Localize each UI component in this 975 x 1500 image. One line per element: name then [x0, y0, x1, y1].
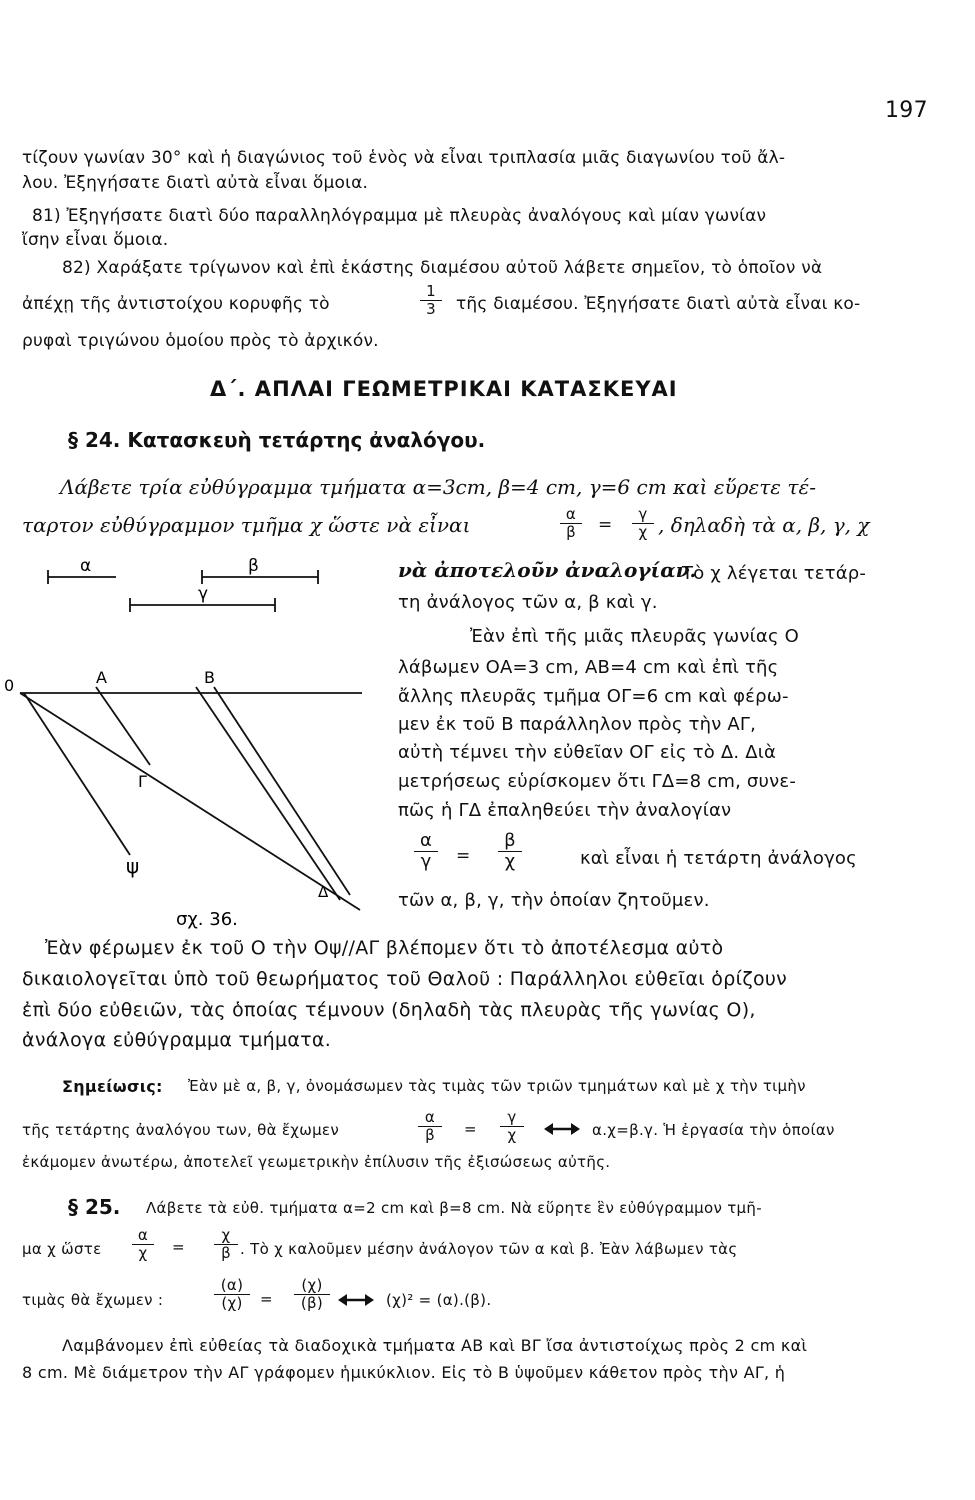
equals-sign: =: [172, 1238, 185, 1256]
text-line: μεν ἐκ τοῦ Β παράλληλον πρὸς τὴν ΑΓ,: [398, 714, 757, 735]
line-A-G: [96, 687, 150, 765]
fraction-denominator: χ: [138, 1243, 148, 1262]
note-line: ἐκάμομεν ἀνωτέρω, ἀποτελεῖ γεωμετρικὴν ἐπίλυσιν τῆς ἐξισώσεως αὐτῆς.: [22, 1153, 611, 1171]
note-line: Ἐὰν μὲ α, β, γ, ὀνομάσωμεν τὰς τιμὰς τῶν τριῶν τμημάτων καὶ μὲ χ τὴν τιμὴν: [188, 1077, 806, 1095]
fraction-numerator: α: [418, 1110, 442, 1127]
point-Delta: Δ: [318, 883, 329, 901]
exercise-81-line: 81) Ἐξηγήσατε διατὶ δύο παραλληλόγραμμα μὲ πλευρὰς ἀναλόγους καὶ μίαν γωνίαν: [32, 206, 767, 226]
text-line: αὐτὴ τέμνει τὴν εὐθεῖαν ΟΓ εἰς τὸ Δ. Διὰ: [398, 742, 777, 763]
exercise-82-line: τῆς διαμέσου. Ἐξηγήσατε διατὶ αὐτὰ εἶναι κο-: [456, 294, 861, 314]
section-24-title: § 24. Κατασκευὴ τετάρτης ἀναλόγου.: [68, 428, 486, 452]
text-line: Ἐὰν ἐπὶ τῆς μιᾶς πλευρᾶς γωνίας Ο: [470, 626, 800, 647]
point-Gamma: Γ: [138, 772, 147, 791]
fraction-alpha-beta: [418, 1110, 442, 1143]
fraction-x-b: [294, 1278, 330, 1311]
ray-O-psi: [24, 693, 130, 855]
text-line: λου. Ἐξηγήσατε διατὶ αὐτὰ εἶναι ὅμοια.: [22, 173, 369, 193]
line-B-D: [196, 687, 340, 900]
equals-sign: =: [260, 1290, 273, 1308]
fraction-numerator: α: [414, 832, 438, 852]
italic-line: Λάβετε τρία εὐθύγραμμα τμήματα α=3cm, β=4 cm, γ=6 cm καὶ εὕρετε τέ-: [60, 475, 816, 499]
label-beta: β: [248, 556, 259, 576]
fraction-numerator: χ: [214, 1228, 238, 1245]
section-25-number: § 25.: [68, 1195, 121, 1219]
fraction-denominator: (χ): [221, 1293, 243, 1312]
text-line: πῶς ἡ ΓΔ ἐπαληθεύει τὴν ἀναλογίαν: [398, 800, 732, 821]
exercise-81-line: ἴσην εἶναι ὅμοια.: [22, 230, 169, 250]
fraction-one-third: [420, 284, 442, 317]
italic-line: νὰ ἀποτελοῦν ἀναλογίαν.: [398, 558, 697, 582]
text-line: ἀνάλογα εὐθύγραμμα τμήματα.: [22, 1029, 332, 1051]
fraction-denominator: (β): [300, 1293, 324, 1312]
fraction-numerator: β: [498, 832, 522, 852]
fraction-numerator: γ: [632, 507, 654, 524]
double-arrow-icon: [338, 1293, 374, 1307]
point-psi: ψ: [126, 854, 140, 878]
fraction-numerator: α: [560, 507, 582, 524]
text-line: τίζουν γωνίαν 30° καὶ ἡ διαγώνιος τοῦ ἑνὸς νὰ εἶναι τριπλασία μιᾶς διαγωνίου τοῦ ἄλ-: [22, 148, 786, 168]
text-line: Τὸ χ λέγεται τετάρ-: [682, 563, 867, 584]
fraction-denominator: γ: [420, 850, 432, 872]
section-25-line: Λαμβάνομεν ἐπὶ εὐθείας τὰ διαδοχικὰ τμήματα ΑΒ καὶ ΒΓ ἴσα ἀντιστοίχως πρὸς 2 cm καὶ: [62, 1336, 808, 1355]
fraction-numerator: 1: [420, 284, 442, 301]
point-B: B: [204, 668, 215, 687]
equals-sign: =: [598, 515, 613, 535]
double-arrow-icon: [544, 1122, 580, 1136]
exercise-82-line: ρυφαὶ τριγώνου ὁμοίου πρὸς τὸ ἀρχικόν.: [22, 331, 379, 351]
fraction-alpha-chi: [132, 1228, 154, 1261]
text-line: τῶν α, β, γ, τὴν ὁποίαν ζητοῦμεν.: [398, 890, 710, 911]
note-label: Σημείωσις:: [62, 1077, 163, 1096]
figure-caption: σχ. 36.: [176, 909, 238, 930]
text-line: καὶ εἶναι ἡ τετάρτη ἀνάλογος: [580, 848, 857, 869]
fraction-beta-chi: [498, 832, 522, 872]
text-line: ἐπὶ δύο εὐθειῶν, τὰς ὁποίας τέμνουν (δηλαδὴ τὰς πλευρὰς τῆς γωνίας Ο),: [22, 999, 756, 1021]
fraction-denominator: β: [425, 1125, 435, 1144]
point-O: 0: [4, 676, 15, 695]
fraction-gamma-chi: [632, 507, 654, 540]
section-25-line: τιμὰς θὰ ἔχωμεν :: [22, 1291, 164, 1309]
fraction-denominator: χ: [507, 1125, 517, 1144]
label-gamma: γ: [198, 584, 209, 604]
fraction-gamma-chi: [500, 1110, 524, 1143]
text-line: μετρήσεως εὑρίσκομεν ὅτι ΓΔ=8 cm, συνε-: [398, 771, 797, 792]
section-25-line: Λάβετε τὰ εὐθ. τμήματα α=2 cm καὶ β=8 cm. Νὰ εὕρητε ἓν εὐθύγραμμον τμῆ-: [146, 1199, 762, 1217]
exercise-82-line: 82) Χαράξατε τρίγωνον καὶ ἐπὶ ἑκάστης διαμέσου αὐτοῦ λάβετε σημεῖον, τὸ ὁποῖον νὰ: [62, 258, 823, 278]
text-line: τη ἀνάλογος τῶν α, β καὶ γ.: [398, 592, 658, 613]
section-25-line: (χ)² = (α).(β).: [386, 1291, 492, 1309]
note-line: α.χ=β.γ. Ἡ ἐργασία τὴν ὁποίαν: [592, 1121, 835, 1139]
italic-line: , δηλαδὴ τὰ α, β, γ, χ: [658, 513, 870, 537]
fraction-chi-beta: [214, 1228, 238, 1261]
italic-line: ταρτον εὐθύγραμμον τμῆμα χ ὥστε νὰ εἶναι: [22, 513, 471, 537]
exercise-82-line: ἀπέχῃ τῆς ἀντιστοίχου κορυφῆς τὸ: [22, 294, 330, 314]
text-line: λάβωμεν ΟΑ=3 cm, ΑΒ=4 cm καὶ ἐπὶ τῆς: [398, 657, 779, 678]
equals-sign: =: [456, 846, 471, 866]
fraction-denominator: β: [566, 522, 576, 541]
fraction-a-x: [214, 1278, 250, 1311]
page-number: 197: [885, 98, 928, 123]
fraction-denominator: 3: [426, 299, 436, 318]
section-25-line: . Τὸ χ καλοῦμεν μέσην ἀνάλογον τῶν α καὶ β. Ἐὰν λάβωμεν τὰς: [240, 1240, 738, 1258]
equals-sign: =: [464, 1120, 477, 1138]
fraction-numerator: (χ): [294, 1278, 330, 1295]
point-A: A: [96, 668, 107, 687]
label-alpha: α: [80, 556, 92, 576]
section-25-line: 8 cm. Μὲ διάμετρον τὴν ΑΓ γράφομεν ἡμικύκλιον. Εἰς τὸ Β ὑψοῦμεν κάθετον πρὸς τὴν ΑΓ, ἡ: [22, 1363, 786, 1382]
fraction-denominator: β: [221, 1243, 231, 1262]
fraction-alpha-beta: [560, 507, 582, 540]
fraction-denominator: χ: [638, 522, 648, 541]
fraction-denominator: χ: [504, 850, 516, 872]
fraction-numerator: α: [132, 1228, 154, 1245]
fraction-numerator: (α): [214, 1278, 250, 1295]
note-line: τῆς τετάρτης ἀναλόγου των, θὰ ἔχωμεν: [22, 1121, 340, 1139]
section-heading: Δ΄. ΑΠΛΑΙ ΓΕΩΜΕΤΡΙΚΑΙ ΚΑΤΑΣΚΕΥΑΙ: [210, 377, 678, 401]
text-line: Ἐὰν φέρωμεν ἐκ τοῦ Ο τὴν Οψ//ΑΓ βλέπομεν ὅτι τὸ ἀποτέλεσμα αὐτὸ: [45, 937, 724, 959]
figure-36: [0, 555, 392, 935]
ray-O-D: [20, 693, 360, 910]
fraction-numerator: γ: [500, 1110, 524, 1127]
fraction-alpha-gamma: [414, 832, 438, 872]
text-line: δικαιολογεῖται ὑπὸ τοῦ θεωρήματος τοῦ Θαλοῦ : Παράλληλοι εὐθεῖαι ὁρίζουν: [22, 968, 788, 990]
section-25-line: μα χ ὥστε: [22, 1240, 102, 1258]
text-line: ἄλλης πλευρᾶς τμῆμα ΟΓ=6 cm καὶ φέρω-: [398, 686, 789, 707]
